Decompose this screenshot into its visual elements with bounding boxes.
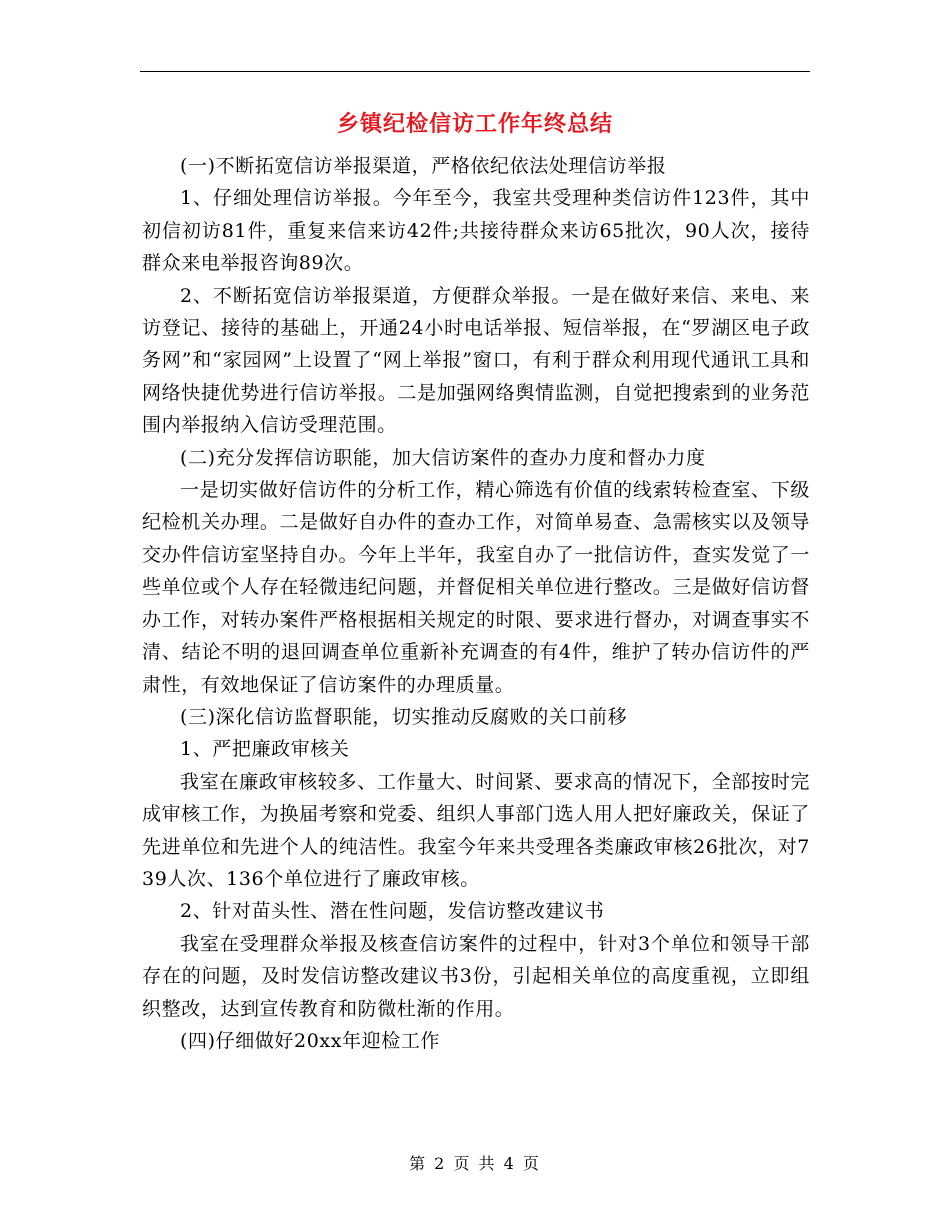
- paragraph: 我室在受理群众举报及核查信访案件的过程中，针对3个单位和领导干部存在的问题，及时发信访整改建议书3份，引起相关单位的高度重视，立即组织整改，达到宣传教育和防微杜渐的作用。: [142, 932, 810, 1020]
- subheading: 1、严把廉政审核关: [180, 738, 350, 761]
- header-rule: [140, 71, 810, 72]
- document-title: 乡镇纪检信访工作年终总结: [336, 112, 613, 137]
- paragraph: 2、不断拓宽信访举报渠道，方便群众举报。一是在做好来信、来电、来访登记、接待的基础上，开通24小时电话举报、短信举报，在“罗湖区电子政务网”和“家园网”上设置了“网上举报”窗口，有利于群众利用现代通讯工具和网络快捷优势进行信访举报。二是加强网络舆情监测，自觉把搜索到的业务范围内举报纳入信访受理范围。: [142, 284, 810, 437]
- subheading: 2、针对苗头性、潜在性问题，发信访整改建议书: [180, 900, 605, 923]
- page-indicator: 第 2 页 共 4 页: [409, 1154, 541, 1173]
- section-heading-4: (四)仔细做好20xx年迎检工作: [180, 1029, 441, 1052]
- section-heading-3: (三)深化信访监督职能，切实推动反腐败的关口前移: [180, 705, 628, 728]
- paragraph: 一是切实做好信访件的分析工作，精心筛选有价值的线索转检查室、下级纪检机关办理。二是做好自办件的查办工作，对简单易查、急需核实以及领导交办件信访室坚持自办。今年上半年，我室自办了一批信访件，查实发觉了一些单位或个人存在轻微违纪问题，并督促相关单位进行整改。三是做好信访督办工作，对转办案件严格根据相关规定的时限、要求进行督办，对调查事实不清、结论不明的退回调查单位重新补充调查的有4件，维护了转办信访件的严肃性，有效地保证了信访案件的办理质量。: [142, 479, 810, 696]
- section-heading-1: (一)不断拓宽信访举报渠道，严格依纪依法处理信访举报: [180, 155, 667, 177]
- section-heading-2: (二)充分发挥信访职能，加大信访案件的查办力度和督办力度: [180, 446, 706, 469]
- document-body: [142, 150, 810, 1057]
- paragraph: 1、仔细处理信访举报。今年至今，我室共受理种类信访件123件，其中初信初访81件，重复来信来访42件;共接待群众来访65批次，90人次，接待群众来电举报咨询89次。: [142, 187, 810, 275]
- paragraph: 我室在廉政审核较多、工作量大、时间紧、要求高的情况下，全部按时完成审核工作，为换届考察和党委、组织人事部门选人用人把好廉政关，保证了先进单位和先进个人的纯洁性。我室今年来共受理各类廉政审核26批次，对739人次、136个单位进行了廉政审核。: [142, 770, 810, 890]
